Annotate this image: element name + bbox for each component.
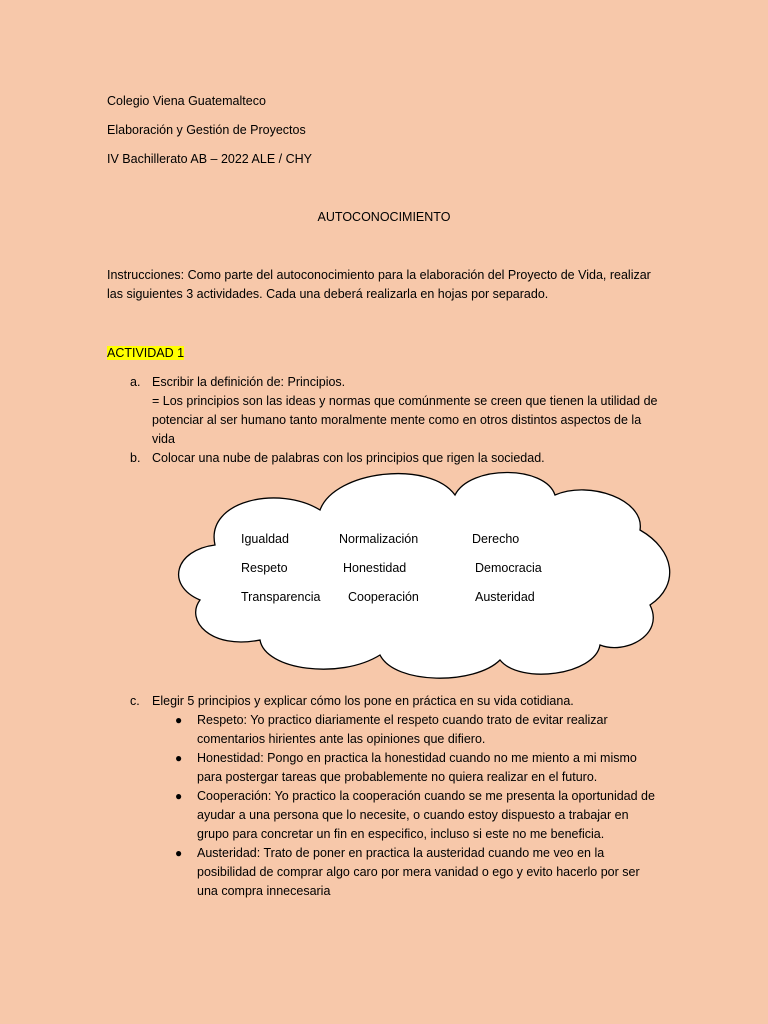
- grade-line: IV Bachillerato AB – 2022 ALE / CHY: [107, 152, 312, 166]
- item-a-line: potenciar al ser humano tanto moralmente mente como en otros distintos aspectos de la: [152, 413, 642, 427]
- bullet-icon: ●: [175, 846, 183, 860]
- activity-label-text: ACTIVIDAD 1: [107, 346, 185, 360]
- bullet-austeridad: [197, 844, 667, 901]
- page-title: AUTOCONOCIMIENTO: [317, 210, 451, 224]
- bullet-line: Austeridad: Trato de poner en practica la austeridad cuando me veo en la: [197, 846, 605, 860]
- item-a-line: vida: [152, 432, 175, 446]
- bullet-line: grupo para concretar un fin en especifico, incluso si este no me beneficia.: [197, 827, 605, 841]
- bullet-line: comentarios hirientes ante las opiniones que difiero.: [197, 732, 486, 746]
- cloud-word: Transparencia: [241, 590, 321, 604]
- item-b-text: Colocar una nube de palabras con los principios que rigen la sociedad.: [152, 451, 545, 465]
- bullet-line: una compra innecesaria: [197, 884, 331, 898]
- bullet-respeto: [197, 711, 667, 749]
- cloud-word: Normalización: [339, 532, 419, 546]
- course-name: Elaboración y Gestión de Proyectos: [107, 123, 306, 137]
- item-c-text: Elegir 5 principios y explicar cómo los pone en práctica en su vida cotidiana.: [152, 694, 574, 708]
- bullet-line: ayudar a una persona que lo necesite, o cuando estoy dispuesto a trabajar en: [197, 808, 629, 822]
- bullet-honestidad: [197, 749, 667, 787]
- bullet-icon: ●: [175, 751, 183, 765]
- item-a-marker: a.: [130, 375, 141, 389]
- word-cloud: [170, 460, 675, 685]
- bullet-line: para postergar tareas que probablemente no quiera realizar en el futuro.: [197, 770, 598, 784]
- bullet-line: posibilidad de comprar algo caro por mera vanidad o ego y evito hacerlo por ser: [197, 865, 640, 879]
- bullet-line: Cooperación: Yo practico la cooperación cuando se me presenta la oportunidad de: [197, 789, 655, 803]
- item-a-line: Escribir la definición de: Principios.: [152, 375, 346, 389]
- activity-label: [107, 344, 184, 363]
- cloud-word: Democracia: [475, 561, 542, 575]
- cloud-word: Derecho: [472, 532, 520, 546]
- bullet-line: Honestidad: Pongo en practica la honestidad cuando no me miento a mi mismo: [197, 751, 637, 765]
- item-a-line: = Los principios son las ideas y normas que comúnmente se creen que tienen la utilidad de: [152, 394, 658, 408]
- cloud-word: Austeridad: [475, 590, 535, 604]
- cloud-word: Igualdad: [241, 532, 289, 546]
- cloud-word: Honestidad: [343, 561, 407, 575]
- item-c-marker: c.: [130, 694, 140, 708]
- school-name: Colegio Viena Guatemalteco: [107, 94, 266, 108]
- item-b-marker: b.: [130, 451, 141, 465]
- cloud-word: Cooperación: [348, 590, 419, 604]
- bullet-cooperacion: [197, 787, 667, 844]
- instructions-paragraph: Instrucciones: Como parte del autoconocimiento para la elaboración del Proyecto de Vida, realizar las siguientes 3 actividades. Cada una deberá realizarla en hojas por separado.: [107, 268, 651, 301]
- bullet-icon: ●: [175, 789, 183, 803]
- bullet-icon: ●: [175, 713, 183, 727]
- bullet-line: Respeto: Yo practico diariamente el respeto cuando trato de evitar realizar: [197, 713, 608, 727]
- item-a-text: [152, 373, 672, 449]
- cloud-word: Respeto: [241, 561, 288, 575]
